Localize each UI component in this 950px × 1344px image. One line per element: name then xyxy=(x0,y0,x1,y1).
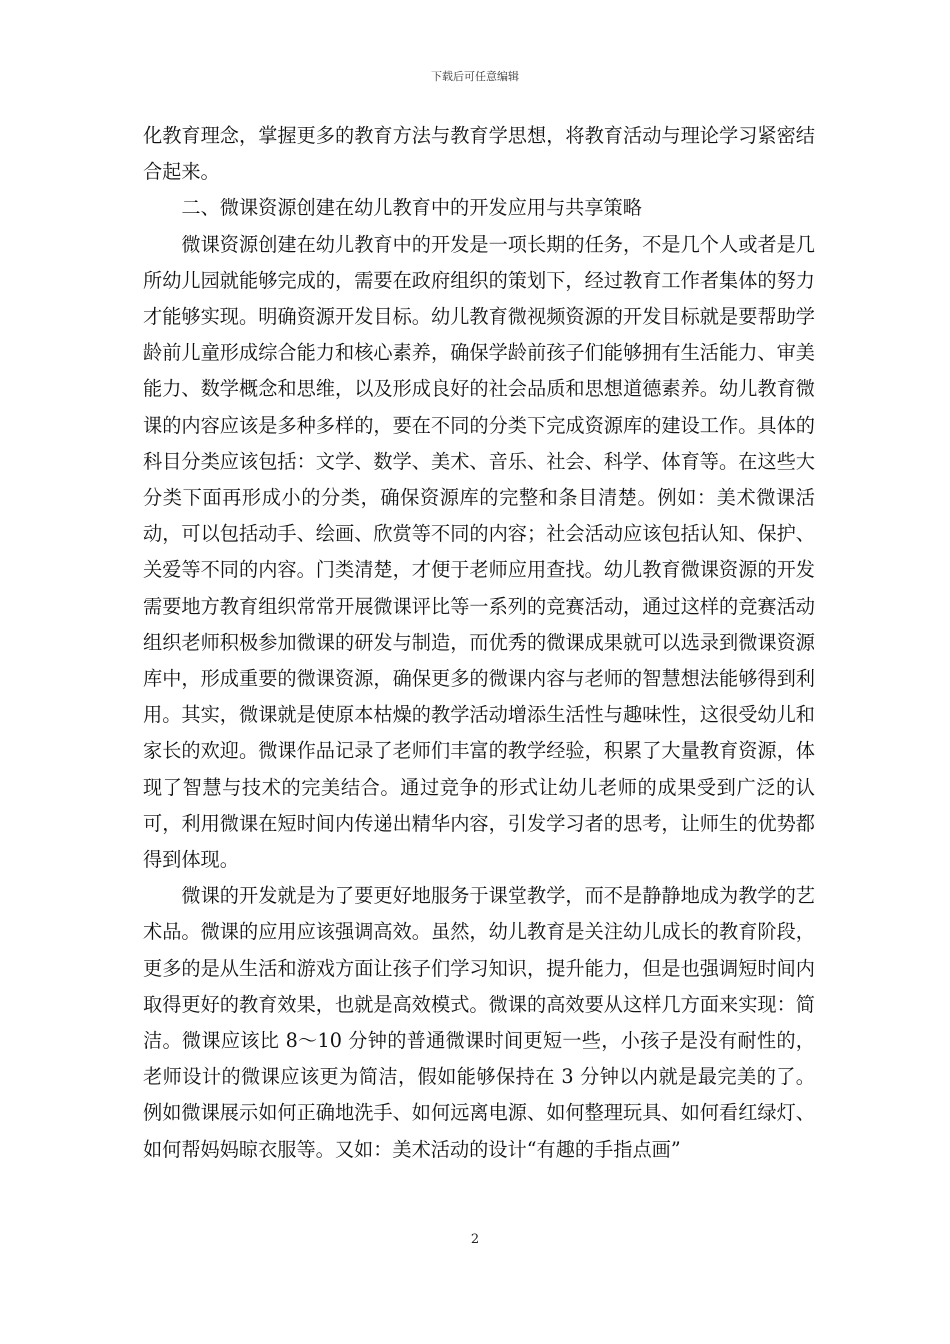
paragraph-1: 化教育理念，掌握更多的教育方法与教育学思想，将教育活动与理论学习紧密结合起来。 xyxy=(143,124,815,184)
page-header: 下载后可任意编辑 xyxy=(431,70,519,83)
document-body xyxy=(143,118,815,1168)
paragraph-3: 微课的开发就是为了要更好地服务于课堂教学，而不是静静地成为教学的艺术品。微课的应用应该强调高效。虽然，幼儿教育是关注幼儿成长的教育阶段，更多的是从生活和游戏方面让孩子们学习知识，提升能力，但是也强调短时间内取得更好的教育效果，也就是高效模式。微课的高效要从这样几方面来实现：简洁。微课应该比 8～10 分钟的普通微课时间更短一些，小孩子是没有耐性的，老师设计的微课应该更为简洁，假如能够保持在 3 分钟以内就是最完美的了。例如微课展示如何正确地洗手、如何远离电源、如何整理玩具、如何看红绿灯、如何帮妈妈晾衣服等。又如：美术活动的设计“有趣的手指点画” xyxy=(143,884,815,1161)
section-heading: 二、微课资源创建在幼儿教育中的开发应用与共享策略 xyxy=(181,196,642,220)
page-number: 2 xyxy=(470,1232,480,1247)
paragraph-2: 微课资源创建在幼儿教育中的开发是一项长期的任务，不是几个人或者是几所幼儿园就能够完成的，需要在政府组织的策划下，经过教育工作者集体的努力才能够实现。明确资源开发目标。幼儿教育微视频资源的开发目标就是要帮助学龄前儿童形成综合能力和核心素养，确保学龄前孩子们能够拥有生活能力、审美能力、数学概念和思维，以及形成良好的社会品质和思想道德素养。幼儿教育微课的内容应该是多种多样的，要在不同的分类下完成资源库的建设工作。具体的科目分类应该包括：文学、数学、美术、音乐、社会、科学、体育等。在这些大分类下面再形成小的分类，确保资源库的完整和条目清楚。例如：美术微课活动，可以包括动手、绘画、欣赏等不同的内容；社会活动应该包括认知、保护、关爱等不同的内容。门类清楚，才便于老师应用查找。幼儿教育微课资源的开发需要地方教育组织常常开展微课评比等一系列的竞赛活动，通过这样的竞赛活动组织老师积极参加微课的研发与制造，而优秀的微课成果就可以选录到微课资源库中，形成重要的微课资源，确保更多的微课内容与老师的智慧想法能够得到利用。其实，微课就是使原本枯燥的教学活动增添生活性与趣味性，这很受幼儿和家长的欢迎。微课作品记录了老师们丰富的教学经验，积累了大量教育资源，体现了智慧与技术的完美结合。通过竞争的形式让幼儿老师的成果受到广泛的认可，利用微课在短时间内传递出精华内容，引发学习者的思考，让师生的优势都得到体现。 xyxy=(143,232,815,872)
